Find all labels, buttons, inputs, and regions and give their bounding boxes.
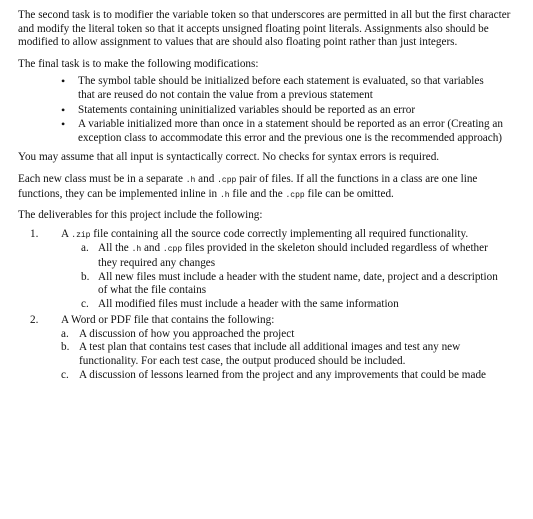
text-span: files provided in the skeleton should included regardless of whether they required any changes — [98, 242, 488, 269]
text-span: and — [141, 242, 163, 255]
deliverables-list — [18, 228, 523, 383]
bullet-item: • A variable initialized more than once in a statement should be reported as an error (Creating an exception class to accommodate this error and the previous one is the recommended approach) — [18, 118, 523, 145]
text-span: All the — [98, 242, 132, 255]
text-span: All new files must include a header with the student name, date, project and a description of what the file contains — [98, 270, 498, 297]
text-span: file containing all the source code correctly implementing all required functionality. — [90, 227, 469, 240]
paragraph-second-task: The second task is to modifier the variable token so that underscores are permitted in all but the first character and modify the literal token so that it accepts unsigned floating point literals. Assignments also should be modified to allow assignment to values that are should also floating point rather than just integers. — [18, 9, 511, 49]
text-span: pair of files. If all the functions in a class are one line functions, they can be implemented inline in — [18, 172, 478, 200]
paragraph-assumption: You may assume that all input is syntactically correct. No checks for syntax errors is required. — [18, 151, 440, 164]
list-letter: b. — [81, 270, 90, 283]
code-cpp: .cpp — [162, 245, 183, 255]
code-h: .h — [219, 190, 230, 200]
code-cpp: .cpp — [217, 175, 237, 185]
sub-item — [61, 298, 503, 312]
paragraph-deliverables: The deliverables for this project include the following: — [18, 209, 263, 222]
paragraph-final-task: The final task is to make the following modifications: — [18, 57, 259, 70]
deliverable-item-zip — [18, 228, 523, 312]
code-h: .h — [131, 245, 142, 255]
code-cpp: .cpp — [285, 190, 305, 200]
text-span: A test plan that contains test cases that include all additional images and test any new functionality. For each test case, the output produced should be included. — [79, 341, 461, 368]
modifications-list — [18, 75, 523, 145]
list-letter: a. — [61, 327, 69, 340]
text-span: A Word or PDF file that contains the following: — [61, 314, 275, 327]
list-letter: b. — [61, 341, 70, 354]
paragraph-class-files — [18, 173, 523, 202]
list-letter: c. — [81, 297, 89, 310]
code-zip: .zip — [71, 230, 91, 240]
sub-item — [61, 341, 503, 368]
deliverable-item-document — [18, 314, 523, 382]
text-span: and — [195, 172, 218, 185]
list-number: 1. — [30, 227, 39, 240]
list-number: 2. — [30, 314, 39, 327]
sub-item — [61, 271, 503, 298]
sub-item — [61, 328, 503, 342]
text-span: A discussion of lessons learned from the project and any improvements that could be made — [79, 368, 486, 381]
text-span: A discussion of how you approached the project — [79, 327, 295, 340]
sub-list — [61, 242, 503, 311]
bullet-item: • The symbol table should be initialized before each statement is evaluated, so that variables that are reused do not contain the value from a previous statement — [18, 75, 523, 102]
text-span: All modified files must include a header with the same information — [98, 297, 399, 310]
list-letter: c. — [61, 368, 69, 381]
sub-item — [61, 242, 503, 270]
list-letter: a. — [81, 242, 89, 255]
text-span: file can be omitted. — [304, 187, 394, 200]
sub-item — [61, 369, 503, 383]
code-h: .h — [185, 175, 196, 185]
text-span: A — [61, 227, 72, 240]
text-span: Each new class must be in a separate — [18, 172, 186, 185]
bullet-item: • Statements containing uninitialized variables should be reported as an error — [18, 104, 523, 118]
text-span: file and the — [229, 187, 286, 200]
sub-list — [61, 328, 503, 382]
